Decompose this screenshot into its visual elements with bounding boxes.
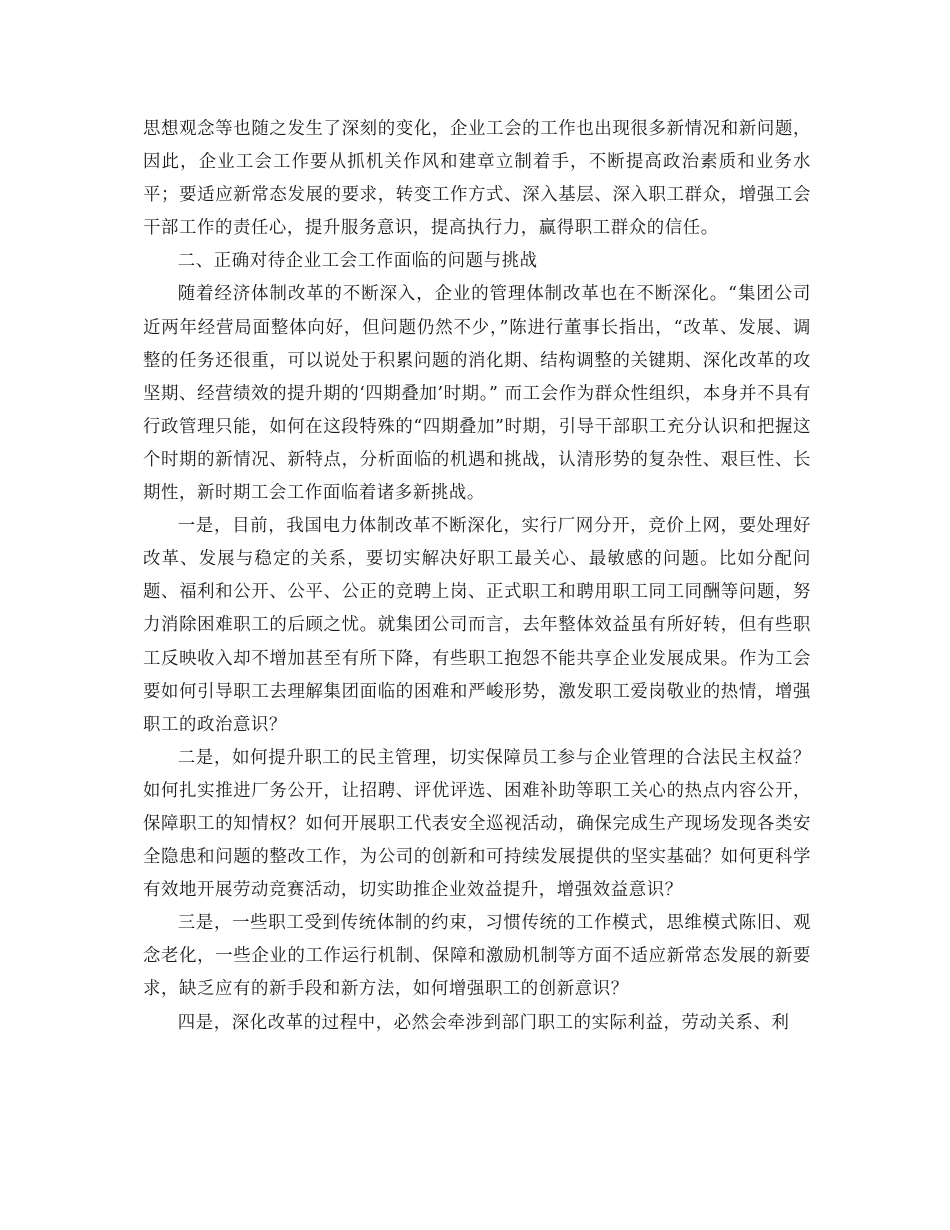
paragraph: 四是，深化改革的过程中，必然会牵涉到部门职工的实际利益，劳动关系、利 — [177, 1012, 790, 1033]
document-body — [143, 113, 811, 1040]
paragraph: 一是，目前，我国电力体制改革不断深化，实行厂网分开，竞价上网，要处理好改革、发展与稳定的关系，要切实解决好职工最关心、最敏感的问题。比如分配问题、福利和公开、公平、公正的竞聘上岗、正式职工和聘用职工同工同酬等问题，努力消除困难职工的后顾之忧。就集团公司而言，去年整体效益虽有所好转，但有些职工反映收入却不增加甚至有所下降，有些职工抱怨不能共享企业发展成果。作为工会要如何引导职工去理解集团面临的困难和严峻形势，激发职工爱岗敬业的热情，增强职工的政治意识？ — [143, 516, 811, 735]
paragraph-continuation: 思想观念等也随之发生了深刻的变化，企业工会的工作也出现很多新情况和新问题，因此，企业工会工作要从抓机关作风和建章立制着手，不断提高政治素质和业务水平；要适应新常态发展的要求，转变工作方式、深入基层、深入职工群众，增强工会干部工作的责任心，提升服务意识，提高执行力，赢得职工群众的信任。 — [143, 119, 811, 239]
paragraph: 随着经济体制改革的不断深入，企业的管理体制改革也在不断深化。“集团公司近两年经营局面整体向好，但问题仍然不少，”陈进行董事长指出，“改革、发展、调整的任务还很重，可以说处于积累问题的消化期、结构调整的关键期、深化改革的攻坚期、经营绩效的提升期的‘四期叠加’时期。” 而工会作为群众性组织，本身并不具有行政管理只能，如何在这段特殊的“四期叠加”时期，引导干部职工充分认识和把握这个时期的新情况、新特点，分析面临的机遇和挑战，认清形势的复杂性、艰巨性、长期性，新时期工会工作面临着诸多新挑战。 — [143, 284, 811, 504]
paragraph: 三是，一些职工受到传统体制的约束，习惯传统的工作模式，思维模式陈旧、观念老化，一些企业的工作运行机制、保障和激励机制等方面不适应新常态发展的新要求，缺乏应有的新手段和新方法，如何增强职工的创新意识？ — [143, 913, 811, 1000]
paragraph: 二是，如何提升职工的民主管理，切实保障员工参与企业管理的合法民主权益？如何扎实推进厂务公开，让招聘、评优评选、困难补助等职工关心的热点内容公开，保障职工的知情权？如何开展职工代表安全巡视活动，确保完成生产现场发现各类安全隐患和问题的整改工作，为公司的创新和可持续发展提供的坚实基础？如何更科学有效地开展劳动竞赛活动，切实助推企业效益提升，增强效益意识？ — [143, 747, 811, 901]
section-heading: 二、正确对待企业工会工作面临的问题与挑战 — [177, 251, 538, 272]
